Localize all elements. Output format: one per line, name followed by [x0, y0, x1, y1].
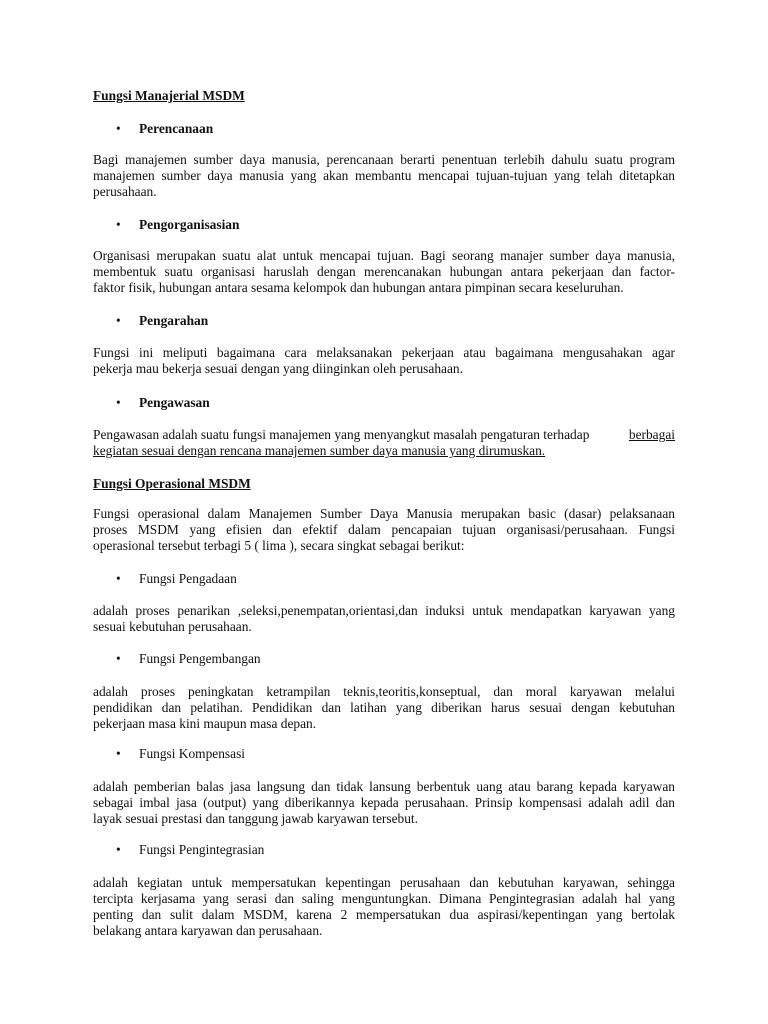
- paragraph-line: belakang antara karyawan dan perusahaan.: [93, 923, 323, 938]
- paragraph-line: proses MSDM yang efisien dan efektif dalam pencapaian tujuan organisasi/perusahaan. Fungsi: [93, 522, 675, 537]
- paragraph-text: Pengawasan adalah suatu fungsi manajemen yang menyangkut masalah pengaturan terhadap: [93, 427, 590, 442]
- paragraph-line: adalah kegiatan untuk mempersatukan kepentingan perusahaan dan kebutuhan karyawan, sehingga: [93, 875, 675, 890]
- bullet-item-pengembangan: [93, 651, 675, 667]
- paragraph-line: tercipta kerjasama yang serasi dan saling menguntungkan. Dimana Pengintegrasian adalah hal yang: [93, 891, 675, 906]
- paragraph-line: layak sesuai prestasi dan tanggung jawab karyawan tersebut.: [93, 811, 418, 826]
- bullet-label: Perencanaan: [139, 121, 214, 136]
- paragraph-line: sebagai imbal jasa (output) yang diberikannya kepada perusahaan. Prinsip kompensasi adalah adil dan: [93, 795, 675, 810]
- bullet-icon: •: [116, 651, 121, 666]
- paragraph-line: [93, 427, 675, 443]
- bullet-item-pengawasan: [93, 395, 675, 411]
- bullet-icon: •: [116, 395, 121, 410]
- bullet-label: Pengawasan: [139, 395, 210, 410]
- bullet-item-pengarahan: [93, 313, 675, 329]
- managerial-heading: Fungsi Manajerial MSDM: [93, 88, 245, 103]
- bullet-icon: •: [116, 571, 121, 586]
- bullet-label: Pengarahan: [139, 313, 209, 328]
- bullet-label: Fungsi Pengembangan: [139, 651, 261, 666]
- paragraph-line: pekerjaan masa kini maupun masa depan.: [93, 716, 317, 731]
- bullet-item-perencanaan: [93, 121, 675, 137]
- bullet-icon: •: [116, 121, 121, 136]
- paragraph-line: adalah proses penarikan ,seleksi,penempatan,orientasi,dan induksi untuk mendapatkan karyawan yang: [93, 603, 675, 618]
- paragraph-line: Fungsi ini meliputi bagaimana cara melaksanakan pekerjaan atau bagaimana mengusahakan agar: [93, 345, 675, 360]
- paragraph-line: penting dan sulit dalam MSDM, karena 2 mempersatukan dua aspirasi/kepentingan yang bertolak: [93, 907, 675, 922]
- bullet-label: Fungsi Pengintegrasian: [139, 842, 265, 857]
- underlined-text: berbagai: [628, 427, 675, 442]
- underlined-line: kegiatan sesuai dengan rencana manajemen sumber daya manusia yang dirumuskan.: [93, 443, 546, 458]
- bullet-icon: •: [116, 313, 121, 328]
- bullet-item-pengorganisasian: [93, 217, 675, 233]
- document-page: [93, 0, 675, 1024]
- paragraph-line: perusahaan.: [93, 184, 157, 199]
- bullet-item-pengintegrasian: [93, 842, 675, 858]
- paragraph-line: Organisasi merupakan suatu alat untuk mencapai tujuan. Bagi seorang manajer sumber daya manusia,: [93, 248, 675, 263]
- paragraph-line: adalah pemberian balas jasa langsung dan tidak lansung berbentuk uang atau barang kepada karyawan: [93, 779, 675, 794]
- paragraph-line: faktor fisik, hubungan antara sesama kelompok dan hubungan antara pimpinan secara keseluruhan.: [93, 280, 624, 295]
- bullet-item-kompensasi: [93, 746, 675, 762]
- paragraph-line: sesuai kebutuhan perusahaan.: [93, 619, 252, 634]
- paragraph-line: manajemen sumber daya manusia yang akan membantu mencapai tujuan-tujuan yang telah ditetapkan: [93, 168, 675, 183]
- paragraph-line: pekerja mau bekerja sesuai dengan yang diinginkan oleh perusahaan.: [93, 361, 463, 376]
- paragraph-line: pendidikan dan pelatihan. Pendidikan dan latihan yang diberikan harus sesuai dengan kebutuhan: [93, 700, 675, 715]
- bullet-icon: •: [116, 842, 121, 857]
- paragraph-line: operasional tersebut terbagi 5 ( lima ), secara singkat sebagai berikut:: [93, 538, 465, 553]
- paragraph-line: membentuk suatu organisasi haruslah dengan merencanakan hubungan antara pekerjaan dan factor-: [93, 264, 675, 279]
- operational-heading: Fungsi Operasional MSDM: [93, 476, 251, 491]
- bullet-icon: •: [116, 217, 121, 232]
- paragraph-line: Fungsi operasional dalam Manajemen Sumber Daya Manusia merupakan basic (dasar) pelaksanaan: [93, 506, 675, 521]
- bullet-item-pengadaan: [93, 571, 675, 587]
- bullet-label: Fungsi Pengadaan: [139, 571, 237, 586]
- bullet-label: Fungsi Kompensasi: [139, 746, 246, 761]
- paragraph-line: adalah proses peningkatan ketrampilan teknis,teoritis,konseptual, dan moral karyawan melalui: [93, 684, 675, 699]
- bullet-icon: •: [116, 746, 121, 761]
- bullet-label: Pengorganisasian: [139, 217, 240, 232]
- paragraph-line: Bagi manajemen sumber daya manusia, perencanaan berarti penentuan terlebih dahulu suatu program: [93, 152, 675, 167]
